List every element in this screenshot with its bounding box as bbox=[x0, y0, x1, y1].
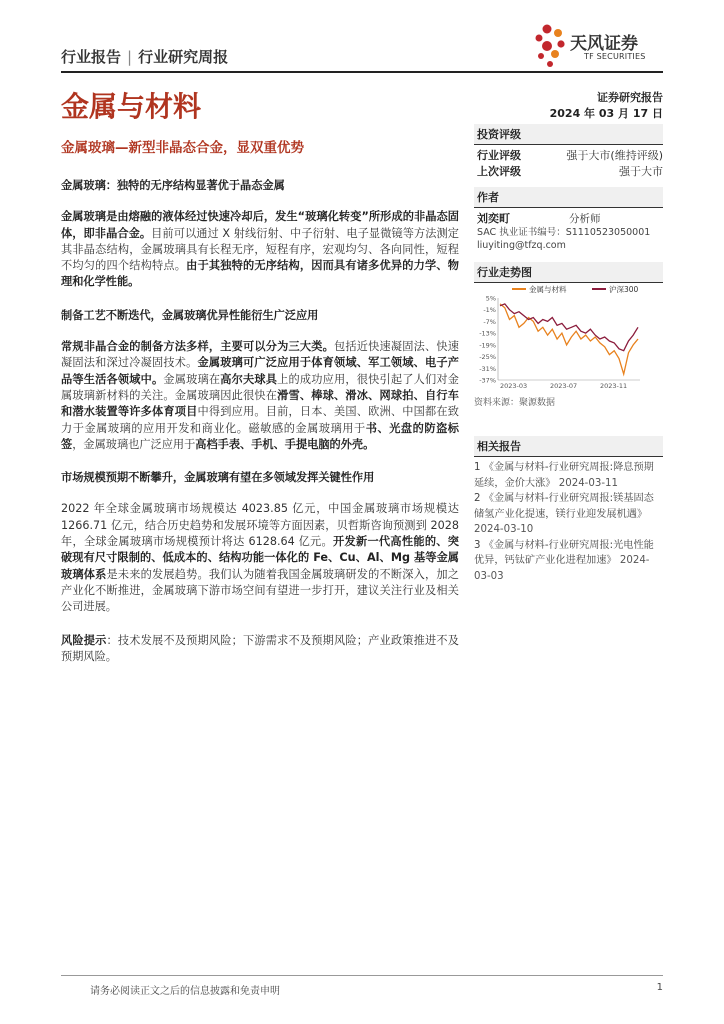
sac-number: SAC 执业证书编号：S1110523050001 bbox=[477, 227, 651, 238]
s2-bold-6: 高档手表、手机、手提电脑的外壳。 bbox=[195, 437, 375, 451]
logo-petals-icon bbox=[536, 25, 565, 68]
page-number: 1 bbox=[656, 982, 663, 993]
s2-text-4: 中得到应用。目前，日本、美国、欧洲、中国都在致力于金属玻璃的应用开发和商业化。磁敏感的金属玻璃用于 bbox=[61, 405, 459, 435]
section-3-paragraph bbox=[61, 501, 459, 615]
report-date: 2024 年 03 月 17 日 bbox=[549, 107, 663, 120]
series-line-metals bbox=[500, 304, 638, 374]
main-content bbox=[61, 178, 459, 665]
header-rule bbox=[61, 71, 663, 73]
report-label: 证券研究报告 bbox=[597, 91, 663, 104]
trend-block bbox=[474, 262, 663, 283]
x-tick-label: 2023-07 bbox=[550, 382, 578, 390]
rating-value: 强于大市(维持评级) bbox=[566, 149, 663, 162]
related-date: 2024-03-11 bbox=[558, 477, 618, 489]
analyst-row bbox=[474, 212, 663, 226]
s3-text-1: 2022 年全球金属玻璃市场规模达 4023.85 亿元，中国金属玻璃市场规模达 1266.71 亿元，结合历史趋势和发展环境等方面因素，贝哲斯咨询预测到 2028 年，全球金属玻璃市场规模预计将达 6128.64 亿元。 bbox=[61, 502, 459, 549]
x-tick-label: 2023-11 bbox=[600, 382, 628, 390]
legend-label: 沪深300 bbox=[609, 285, 639, 294]
risk-label: 风险提示 bbox=[61, 633, 107, 647]
analyst-role: 分析师 bbox=[569, 213, 601, 225]
related-block bbox=[474, 436, 663, 584]
s1-text-1: 目前可以通过 X 射线衍射、中子衍射、电子显微镜等方法测定其非晶态结构，金属玻璃具有长程无序，短程有序，宏观均匀、各向同性，短程不均匀的四个结构特点。 bbox=[61, 226, 459, 273]
related-item[interactable] bbox=[474, 538, 663, 585]
y-tick-label: -19% bbox=[479, 341, 496, 350]
s2-bold-4: 滑雪、棒球、滑冰、网球拍、自行车和潜水装置等许多体育项目 bbox=[61, 388, 459, 419]
rating-value: 强于大市 bbox=[619, 165, 663, 178]
related-title: 1 《金属与材料-行业研究周报:降息预期延续，金价大涨》 bbox=[474, 462, 654, 489]
s1-bold-2: 由于其独特的无序结构，因而具有诸多优异的力学、物理和化学性能。 bbox=[61, 259, 459, 289]
rating-key: 上次评级 bbox=[477, 165, 521, 178]
related-date: 2024-03-03 bbox=[474, 555, 650, 582]
rating-row-current bbox=[474, 148, 663, 164]
series-line-hs300 bbox=[500, 304, 638, 351]
y-tick-label: -31% bbox=[479, 364, 496, 373]
author-block bbox=[474, 187, 663, 252]
related-title: 2 《金属与材料-行业研究周报:镁基固态储氢产业化提速，镁行业迎发展机遇》 bbox=[474, 493, 654, 520]
s3-bold-1: 开发新一代高性能的、突破现有尺寸限制的、低成本的、结构功能一体化的 Fe、Cu、Al、Mg 基等金属玻璃体系 bbox=[61, 535, 459, 581]
trend-heading: 行业走势图 bbox=[474, 262, 663, 283]
header-separator: | bbox=[127, 48, 133, 66]
author-heading: 作者 bbox=[474, 187, 663, 208]
s3-text-2: 是未来的发展趋势。我们认为随着我国金属玻璃研发的不断深入，加之产业化不断推进，金属玻璃下游市场空间有望进一步打开，建议关注行业及相关公司进展。 bbox=[61, 567, 459, 614]
related-title: 3 《金属与材料-行业研究周报:光电性能优异，钙钛矿产业化进程加速》 bbox=[474, 539, 654, 566]
analyst-name: 刘奕町 bbox=[477, 212, 510, 225]
x-tick-label: 2023-03 bbox=[500, 382, 528, 390]
legend-label: 金属与材料 bbox=[529, 285, 567, 294]
s2-bold-2: 金属玻璃可广泛应用于体育领域、军工领域、电子产品等生活各领域中。 bbox=[61, 356, 459, 386]
report-category bbox=[61, 46, 228, 67]
analyst-email[interactable]: liuyiting@tfzq.com bbox=[477, 240, 566, 251]
related-heading: 相关报告 bbox=[474, 436, 663, 457]
rating-row-previous bbox=[474, 164, 663, 180]
rating-heading: 投资评级 bbox=[474, 124, 663, 145]
s1-bold-1: 金属玻璃是由熔融的液体经过快速冷却后，发生“玻璃化转变”所形成的非晶态固体，即非晶合金。 bbox=[61, 210, 459, 240]
rating-block bbox=[474, 124, 663, 180]
trend-chart bbox=[474, 282, 663, 394]
y-tick-label: -7% bbox=[483, 317, 496, 326]
s2-text-3: 上的成功应用，很快引起了人们对金属玻璃新材料的关注。金属玻璃因此很快在 bbox=[61, 372, 459, 402]
related-item[interactable] bbox=[474, 460, 663, 491]
footer-rule bbox=[61, 975, 663, 976]
section-1-paragraph bbox=[61, 209, 459, 290]
report-subtitle: 金属玻璃—新型非晶态合金，显双重优势 bbox=[61, 140, 304, 156]
s2-text-1: 包括近快速凝固法、快速凝固法和深过冷凝固技术。 bbox=[61, 340, 459, 370]
risk-text: ：技术发展不及预期风险；下游需求不及预期风险；产业政策推进不及预期风险。 bbox=[61, 633, 459, 663]
page-title: 金属与材料 bbox=[61, 90, 202, 123]
y-tick-label: -1% bbox=[483, 306, 496, 315]
logo-english-name: TF SECURITIES bbox=[584, 52, 646, 61]
y-tick-label: 5% bbox=[485, 294, 496, 303]
related-list bbox=[474, 460, 663, 584]
y-tick-label: -25% bbox=[479, 353, 496, 362]
report-type-label: 行业研究周报 bbox=[138, 48, 229, 66]
risk-paragraph bbox=[61, 633, 459, 666]
y-tick-label: -37% bbox=[479, 376, 496, 385]
s2-bold-5: 书、光盘的防盗标签 bbox=[61, 421, 459, 451]
section-2-paragraph bbox=[61, 339, 459, 453]
category-label: 行业报告 bbox=[61, 48, 122, 66]
section-2-heading: 制备工艺不断迭代，金属玻璃优异性能衍生广泛应用 bbox=[61, 308, 319, 322]
s2-bold-3: 高尔夫球具 bbox=[220, 372, 278, 386]
rating-key: 行业评级 bbox=[477, 149, 521, 162]
footer-disclaimer[interactable]: 请务必阅读正文之后的信息披露和免责申明 bbox=[90, 986, 280, 997]
chart-source: 资料来源：聚源数据 bbox=[474, 398, 556, 408]
related-date: 2024-03-10 bbox=[474, 524, 534, 535]
y-tick-label: -13% bbox=[479, 329, 496, 338]
section-3-heading: 市场规模预期不断攀升，金属玻璃有望在多领域发挥关键性作用 bbox=[61, 471, 375, 485]
related-item[interactable] bbox=[474, 491, 663, 538]
s2-text-2: 金属玻璃在 bbox=[163, 372, 221, 386]
s2-bold-1: 常规非晶合金的制备方法多样，主要可以分为三大类。 bbox=[61, 340, 335, 354]
s2-text-5: ，金属玻璃也广泛应用于 bbox=[72, 437, 196, 451]
logo-chinese-name: 天风证券 bbox=[570, 34, 638, 54]
section-1-heading: 金属玻璃：独特的无序结构显著优于晶态金属 bbox=[61, 179, 285, 192]
